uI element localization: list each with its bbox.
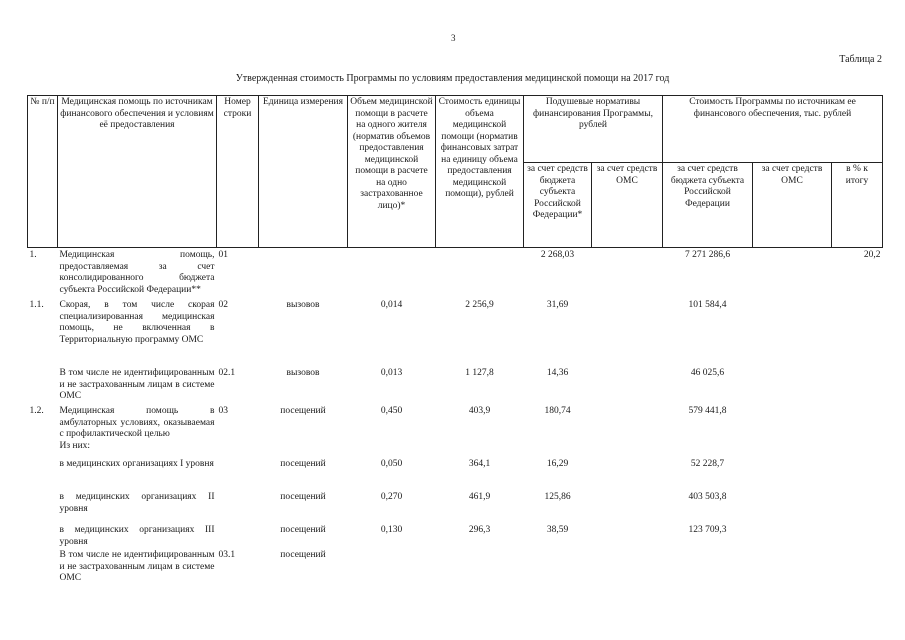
- header-name: Медицинская помощь по источникам финансового обеспечения и условиям её предоставления: [58, 96, 217, 248]
- cell-per-capita-subject: 31,69: [546, 300, 569, 310]
- cell-no: [28, 523, 58, 548]
- header-per-capita: Подушевые нормативы финансирования Программы, рублей: [524, 96, 663, 163]
- cell-cost-pct: [832, 548, 883, 585]
- cell-unit: [259, 248, 348, 299]
- cell-name: В том числе не идентифицированным и не застрахованным лицам в системе ОМС: [59, 368, 215, 401]
- cell-no: 1.2.: [29, 406, 44, 416]
- cell-cost-oms: [753, 523, 832, 548]
- cell-cost-oms: [753, 548, 832, 585]
- cell-unit-cost: 1 127,8: [465, 368, 494, 378]
- cell-name: в медицинских организациях III уровня: [59, 525, 215, 547]
- cell-line: [217, 457, 259, 490]
- cell-per-capita-oms: [592, 457, 663, 490]
- header-cost-subject: за счет средств бюджета субъекта Российской Федерации: [663, 163, 753, 248]
- cell-per-capita-oms: [592, 548, 663, 585]
- cell-no: [28, 548, 58, 585]
- cell-cost-subject: [663, 548, 753, 585]
- header-unit: Единица измерения: [259, 96, 348, 248]
- cell-unit-cost: 2 256,9: [465, 300, 494, 310]
- cell-unit: посещений: [280, 459, 326, 469]
- cell-per-capita-subject: 14,36: [546, 368, 569, 378]
- cell-volume: 0,270: [380, 492, 403, 502]
- cell-cost-pct: [832, 298, 883, 366]
- cell-cost-subject: 403 503,8: [688, 492, 727, 502]
- cell-per-capita-subject: 125,86: [544, 492, 571, 502]
- cell-cost-oms: [753, 366, 832, 404]
- table-label: Таблица 2: [839, 54, 882, 65]
- cell-line: 03: [218, 406, 228, 416]
- cell-cost-subject: 52 228,7: [690, 459, 725, 469]
- cell-unit-cost: 296,3: [468, 525, 491, 535]
- cell-cost-pct: [832, 490, 883, 523]
- cell-no: 1.1.: [29, 300, 44, 310]
- cell-cost-oms: [753, 457, 832, 490]
- header-cost-pct: в % к итогу: [832, 163, 883, 248]
- cell-unit: вызовов: [286, 368, 320, 378]
- cost-table: [27, 95, 883, 585]
- cell-name: в медицинских организациях I уровня: [59, 459, 214, 469]
- cell-per-capita-oms: [592, 404, 663, 457]
- cell-cost-oms: [753, 298, 832, 366]
- cell-unit-cost: 461,9: [468, 492, 491, 502]
- cell-name: в медицинских организациях II уровня: [59, 492, 215, 514]
- cell-unit-cost: [436, 248, 524, 299]
- table-row: [28, 523, 883, 548]
- cell-per-capita-oms: [592, 490, 663, 523]
- document-title: Утвержденная стоимость Программы по условиям предоставления медицинской помощи на 2017 год: [235, 73, 670, 84]
- cell-cost-pct: [832, 366, 883, 404]
- cell-volume: 0,450: [380, 406, 403, 416]
- cell-unit-cost: 403,9: [468, 406, 491, 416]
- cell-unit: вызовов: [286, 300, 320, 310]
- header-cost-oms: за счет средств ОМС: [753, 163, 832, 248]
- cell-per-capita-subject: 180,74: [544, 406, 571, 416]
- cell-name: Медицинская помощь в амбулаторных условиях, оказываемая с профилактической целью Из них:: [59, 406, 215, 451]
- cell-line: [217, 490, 259, 523]
- table-row: [28, 298, 883, 366]
- header-program-cost: Стоимость Программы по источникам ее финансового обеспечения, тыс. рублей: [663, 96, 883, 163]
- table-row: [28, 404, 883, 457]
- table-row: [28, 490, 883, 523]
- cell-cost-pct: [832, 457, 883, 490]
- cell-line: 03.1: [218, 550, 236, 560]
- cell-volume: [348, 548, 436, 585]
- header-volume: Объем медицинской помощи в расчете на одного жителя (норматив объемов предоставления медицинской помощи в расчете на одно застрахованное лицо)*: [348, 96, 436, 248]
- page-number: 3: [451, 33, 456, 43]
- cell-unit: посещений: [280, 406, 326, 416]
- cell-per-capita-subject: 38,59: [546, 525, 569, 535]
- cell-cost-subject: 7 271 286,6: [684, 250, 731, 260]
- table-row: [28, 457, 883, 490]
- cell-unit-cost: [436, 548, 524, 585]
- cell-cost-subject: 101 584,4: [688, 300, 727, 310]
- cell-line: 01: [218, 250, 228, 260]
- cell-no: [28, 490, 58, 523]
- cell-per-capita-subject: 2 268,03: [540, 250, 575, 260]
- cell-cost-oms: [753, 490, 832, 523]
- cell-per-capita-oms: [592, 248, 663, 299]
- cell-cost-pct: 20,2: [863, 250, 881, 260]
- cell-cost-pct: [832, 523, 883, 548]
- cell-per-capita-oms: [592, 298, 663, 366]
- table-row: [28, 248, 883, 299]
- cell-cost-pct: [832, 404, 883, 457]
- cell-per-capita-oms: [592, 366, 663, 404]
- cell-line: [217, 523, 259, 548]
- cell-volume: 0,130: [380, 525, 403, 535]
- cell-line: 02.1: [218, 368, 236, 378]
- cell-unit: посещений: [280, 492, 326, 502]
- cell-name: Скорая, в том числе скорая специализированная медицинская помощь, не включенная в Территориальную программу ОМС: [59, 300, 215, 345]
- cell-volume: 0,050: [380, 459, 403, 469]
- cell-no: [28, 366, 58, 404]
- cell-unit: посещений: [280, 525, 326, 535]
- cell-volume: 0,013: [380, 368, 403, 378]
- cell-name: Медицинская помощь, предоставляемая за счет консолидированного бюджета субъекта Российской Федерации**: [59, 250, 215, 295]
- cell-volume: [348, 248, 436, 299]
- table-body: [28, 248, 883, 585]
- cell-no: 1.: [29, 250, 37, 260]
- header-no: № п/п: [28, 96, 58, 248]
- header-per-capita-subject: за счет средств бюджета субъекта Российской Федерации*: [524, 163, 592, 248]
- header-unit-cost: Стоимость единицы объема медицинской помощи (норматив финансовых затрат на единицу объема предоставления медицинской помощи), рублей: [436, 96, 524, 248]
- table-row: [28, 366, 883, 404]
- header-line: Номер строки: [217, 96, 259, 248]
- cell-cost-oms: [753, 248, 832, 299]
- table-row: [28, 548, 883, 585]
- cell-unit: посещений: [280, 550, 326, 560]
- cell-line: 02: [218, 300, 228, 310]
- cell-cost-subject: 46 025,6: [690, 368, 725, 378]
- cell-cost-subject: 123 709,3: [688, 525, 727, 535]
- cell-no: [28, 457, 58, 490]
- cell-unit-cost: 364,1: [468, 459, 491, 469]
- cell-per-capita-subject: [524, 548, 592, 585]
- cell-name: В том числе не идентифицированным и не застрахованным лицам в системе ОМС: [59, 550, 215, 583]
- cell-cost-oms: [753, 404, 832, 457]
- cell-volume: 0,014: [380, 300, 403, 310]
- cell-per-capita-oms: [592, 523, 663, 548]
- cell-cost-subject: 579 441,8: [688, 406, 727, 416]
- header-per-capita-oms: за счет средств ОМС: [592, 163, 663, 248]
- cell-per-capita-subject: 16,29: [546, 459, 569, 469]
